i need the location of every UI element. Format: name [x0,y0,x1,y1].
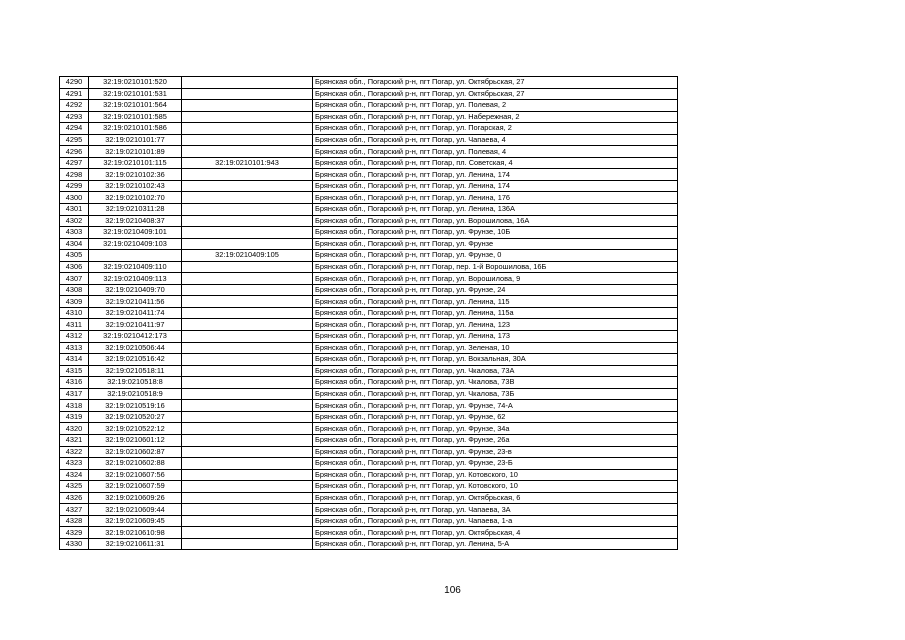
cadastral-number-cell: 32:19:0210409:113 [89,273,182,285]
row-number-cell: 4304 [60,238,89,250]
table-row [60,423,678,435]
address-cell: Брянская обл., Погарский р-н, пгт Погар, ул. Фрунзе, 23-Б [313,458,678,470]
related-cadastral-number-cell [182,227,313,239]
address-cell: Брянская обл., Погарский р-н, пгт Погар, ул. Фрунзе, 26а [313,434,678,446]
address-cell: Брянская обл., Погарский р-н, пгт Погар, ул. Октябрьская, 27 [313,77,678,89]
cadastral-number-cell: 32:19:0210101:585 [89,111,182,123]
cadastral-number-cell: 32:19:0210607:59 [89,481,182,493]
table-row [60,331,678,343]
related-cadastral-number-cell [182,458,313,470]
address-cell: Брянская обл., Погарский р-н, пгт Погар, ул. Ленина, 176 [313,192,678,204]
table-row [60,134,678,146]
cadastral-number-cell: 32:19:0210409:70 [89,284,182,296]
related-cadastral-number-cell [182,111,313,123]
table-row [60,157,678,169]
address-cell: Брянская обл., Погарский р-н, пгт Погар, ул. Набережная, 2 [313,111,678,123]
row-number-cell: 4327 [60,504,89,516]
cadastral-number-cell: 32:19:0210408:37 [89,215,182,227]
table-row [60,204,678,216]
table-row [60,388,678,400]
row-number-cell: 4329 [60,527,89,539]
table-row [60,527,678,539]
address-cell: Брянская обл., Погарский р-н, пгт Погар, ул. Зеленая, 10 [313,342,678,354]
related-cadastral-number-cell: 32:19:0210409:105 [182,250,313,262]
row-number-cell: 4290 [60,77,89,89]
cadastral-number-cell: 32:19:0210602:88 [89,458,182,470]
cadastral-number-cell: 32:19:0210311:28 [89,204,182,216]
related-cadastral-number-cell [182,492,313,504]
cadastral-number-cell: 32:19:0210101:115 [89,157,182,169]
table-row [60,238,678,250]
row-number-cell: 4299 [60,180,89,192]
cadastral-number-cell: 32:19:0210101:531 [89,88,182,100]
cadastral-number-cell: 32:19:0210610:98 [89,527,182,539]
row-number-cell: 4325 [60,481,89,493]
table-row [60,250,678,262]
table-row [60,458,678,470]
row-number-cell: 4311 [60,319,89,331]
table-row [60,180,678,192]
related-cadastral-number-cell [182,273,313,285]
related-cadastral-number-cell [182,238,313,250]
table-row [60,319,678,331]
table-row [60,273,678,285]
address-cell: Брянская обл., Погарский р-н, пгт Погар, ул. Ворошилова, 9 [313,273,678,285]
address-cell: Брянская обл., Погарский р-н, пгт Погар, ул. Ленина, 115 [313,296,678,308]
table-row [60,296,678,308]
related-cadastral-number-cell [182,342,313,354]
table-row [60,492,678,504]
table-row [60,146,678,158]
cadastral-number-cell: 32:19:0210609:45 [89,515,182,527]
row-number-cell: 4328 [60,515,89,527]
address-cell: Брянская обл., Погарский р-н, пгт Погар, ул. Фрунзе, 23-в [313,446,678,458]
row-number-cell: 4291 [60,88,89,100]
address-cell: Брянская обл., Погарский р-н, пгт Погар, ул. Вокзальная, 30А [313,354,678,366]
page-number: 106 [444,585,461,596]
cadastral-number-cell: 32:19:0210601:12 [89,434,182,446]
row-number-cell: 4319 [60,411,89,423]
related-cadastral-number-cell [182,204,313,216]
address-cell: Брянская обл., Погарский р-н, пгт Погар, ул. Ворошилова, 16А [313,215,678,227]
table-row [60,100,678,112]
address-cell: Брянская обл., Погарский р-н, пгт Погар, ул. Чапаева, 4 [313,134,678,146]
row-number-cell: 4314 [60,354,89,366]
table-row [60,111,678,123]
cadastral-number-cell [89,250,182,262]
table-row [60,169,678,181]
cadastral-number-cell: 32:19:0210102:70 [89,192,182,204]
table-row [60,261,678,273]
row-number-cell: 4326 [60,492,89,504]
row-number-cell: 4312 [60,331,89,343]
row-number-cell: 4300 [60,192,89,204]
cadastral-number-cell: 32:19:0210519:16 [89,400,182,412]
row-number-cell: 4305 [60,250,89,262]
table-row [60,446,678,458]
related-cadastral-number-cell [182,307,313,319]
row-number-cell: 4308 [60,284,89,296]
related-cadastral-number-cell [182,469,313,481]
address-cell: Брянская обл., Погарский р-н, пгт Погар, ул. Погарская, 2 [313,123,678,135]
address-cell: Брянская обл., Погарский р-н, пгт Погар, ул. Фрунзе, 0 [313,250,678,262]
address-cell: Брянская обл., Погарский р-н, пгт Погар, ул. Чкалова, 73В [313,377,678,389]
related-cadastral-number-cell [182,134,313,146]
address-cell: Брянская обл., Погарский р-н, пгт Погар, ул. Фрунзе, 34а [313,423,678,435]
row-number-cell: 4315 [60,365,89,377]
related-cadastral-number-cell [182,527,313,539]
address-cell: Брянская обл., Погарский р-н, пгт Погар, ул. Ленина, 123 [313,319,678,331]
related-cadastral-number-cell [182,354,313,366]
row-number-cell: 4306 [60,261,89,273]
related-cadastral-number-cell [182,123,313,135]
table-row [60,192,678,204]
table-row [60,227,678,239]
row-number-cell: 4302 [60,215,89,227]
cadastral-number-cell: 32:19:0210518:9 [89,388,182,400]
address-cell: Брянская обл., Погарский р-н, пгт Погар, ул. Ленина, 136А [313,204,678,216]
cadastral-number-cell: 32:19:0210101:89 [89,146,182,158]
address-cell: Брянская обл., Погарский р-н, пгт Погар, ул. Фрунзе [313,238,678,250]
related-cadastral-number-cell [182,77,313,89]
cadastral-number-cell: 32:19:0210101:520 [89,77,182,89]
address-cell: Брянская обл., Погарский р-н, пгт Погар, пл. Советская, 4 [313,157,678,169]
related-cadastral-number-cell [182,319,313,331]
related-cadastral-number-cell [182,365,313,377]
cadastral-number-cell: 32:19:0210411:97 [89,319,182,331]
table-row [60,481,678,493]
address-cell: Брянская обл., Погарский р-н, пгт Погар, ул. Октябрьская, 6 [313,492,678,504]
cadastral-number-cell: 32:19:0210506:44 [89,342,182,354]
row-number-cell: 4309 [60,296,89,308]
cadastral-number-cell: 32:19:0210411:74 [89,307,182,319]
row-number-cell: 4330 [60,538,89,550]
row-number-cell: 4298 [60,169,89,181]
related-cadastral-number-cell: 32:19:0210101:943 [182,157,313,169]
table-row [60,88,678,100]
row-number-cell: 4310 [60,307,89,319]
cadastral-number-cell: 32:19:0210409:101 [89,227,182,239]
row-number-cell: 4296 [60,146,89,158]
table-row [60,377,678,389]
cadastral-number-cell: 32:19:0210522:12 [89,423,182,435]
related-cadastral-number-cell [182,446,313,458]
table-row [60,77,678,89]
row-number-cell: 4324 [60,469,89,481]
cadastral-number-cell: 32:19:0210409:110 [89,261,182,273]
row-number-cell: 4323 [60,458,89,470]
cadastral-number-cell: 32:19:0210101:77 [89,134,182,146]
related-cadastral-number-cell [182,504,313,516]
related-cadastral-number-cell [182,296,313,308]
cadastral-number-cell: 32:19:0210409:103 [89,238,182,250]
related-cadastral-number-cell [182,331,313,343]
related-cadastral-number-cell [182,88,313,100]
row-number-cell: 4313 [60,342,89,354]
address-cell: Брянская обл., Погарский р-н, пгт Погар, ул. Фрунзе, 24 [313,284,678,296]
table-row [60,504,678,516]
table-row [60,538,678,550]
cadastral-number-cell: 32:19:0210520:27 [89,411,182,423]
related-cadastral-number-cell [182,411,313,423]
cadastral-number-cell: 32:19:0210412:173 [89,331,182,343]
cadastral-number-cell: 32:19:0210102:36 [89,169,182,181]
row-number-cell: 4316 [60,377,89,389]
address-cell: Брянская обл., Погарский р-н, пгт Погар, ул. Ленина, 115а [313,307,678,319]
row-number-cell: 4320 [60,423,89,435]
table-row [60,307,678,319]
cadastral-number-cell: 32:19:0210611:31 [89,538,182,550]
related-cadastral-number-cell [182,481,313,493]
table-row [60,215,678,227]
address-cell: Брянская обл., Погарский р-н, пгт Погар, ул. Ленина, 173 [313,331,678,343]
row-number-cell: 4297 [60,157,89,169]
address-cell: Брянская обл., Погарский р-н, пгт Погар, ул. Ленина, 174 [313,180,678,192]
cadastral-number-cell: 32:19:0210609:26 [89,492,182,504]
address-cell: Брянская обл., Погарский р-н, пгт Погар, ул. Фрунзе, 62 [313,411,678,423]
row-number-cell: 4317 [60,388,89,400]
row-number-cell: 4307 [60,273,89,285]
address-cell: Брянская обл., Погарский р-н, пгт Погар, ул. Полевая, 2 [313,100,678,112]
row-number-cell: 4295 [60,134,89,146]
related-cadastral-number-cell [182,515,313,527]
table-body [60,77,678,550]
table-row [60,342,678,354]
cadastral-number-cell: 32:19:0210102:43 [89,180,182,192]
related-cadastral-number-cell [182,377,313,389]
related-cadastral-number-cell [182,261,313,273]
address-cell: Брянская обл., Погарский р-н, пгт Погар, ул. Чапаева, 1-а [313,515,678,527]
related-cadastral-number-cell [182,538,313,550]
table-row [60,411,678,423]
table-row [60,400,678,412]
address-cell: Брянская обл., Погарский р-н, пгт Погар, ул. Ленина, 174 [313,169,678,181]
address-cell: Брянская обл., Погарский р-н, пгт Погар, ул. Фрунзе, 74-А [313,400,678,412]
row-number-cell: 4318 [60,400,89,412]
cadastral-number-cell: 32:19:0210101:564 [89,100,182,112]
address-cell: Брянская обл., Погарский р-н, пгт Погар, ул. Ленина, 5-А [313,538,678,550]
row-number-cell: 4303 [60,227,89,239]
row-number-cell: 4322 [60,446,89,458]
related-cadastral-number-cell [182,388,313,400]
row-number-cell: 4294 [60,123,89,135]
cadastral-number-cell: 32:19:0210411:56 [89,296,182,308]
related-cadastral-number-cell [182,180,313,192]
related-cadastral-number-cell [182,434,313,446]
table-row [60,354,678,366]
related-cadastral-number-cell [182,192,313,204]
related-cadastral-number-cell [182,400,313,412]
property-table [59,76,678,550]
table-row [60,123,678,135]
table-row [60,365,678,377]
cadastral-number-cell: 32:19:0210602:87 [89,446,182,458]
row-number-cell: 4301 [60,204,89,216]
table-row [60,434,678,446]
table-row [60,469,678,481]
cadastral-number-cell: 32:19:0210518:8 [89,377,182,389]
cadastral-number-cell: 32:19:0210101:586 [89,123,182,135]
related-cadastral-number-cell [182,284,313,296]
address-cell: Брянская обл., Погарский р-н, пгт Погар, ул. Октябрьская, 4 [313,527,678,539]
address-cell: Брянская обл., Погарский р-н, пгт Погар, ул. Октябрьская, 27 [313,88,678,100]
related-cadastral-number-cell [182,423,313,435]
address-cell: Брянская обл., Погарский р-н, пгт Погар, ул. Чкалова, 73Б [313,388,678,400]
cadastral-number-cell: 32:19:0210516:42 [89,354,182,366]
cadastral-number-cell: 32:19:0210607:56 [89,469,182,481]
row-number-cell: 4292 [60,100,89,112]
row-number-cell: 4321 [60,434,89,446]
address-cell: Брянская обл., Погарский р-н, пгт Погар, ул. Котовского, 10 [313,481,678,493]
table-row [60,515,678,527]
table-row [60,284,678,296]
address-cell: Брянская обл., Погарский р-н, пгт Погар, ул. Чкалова, 73А [313,365,678,377]
address-cell: Брянская обл., Погарский р-н, пгт Погар, ул. Фрунзе, 10Б [313,227,678,239]
address-cell: Брянская обл., Погарский р-н, пгт Погар, ул. Котовского, 10 [313,469,678,481]
related-cadastral-number-cell [182,100,313,112]
related-cadastral-number-cell [182,215,313,227]
address-cell: Брянская обл., Погарский р-н, пгт Погар, ул. Чапаева, 3А [313,504,678,516]
address-cell: Брянская обл., Погарский р-н, пгт Погар, ул. Полевая, 4 [313,146,678,158]
cadastral-number-cell: 32:19:0210609:44 [89,504,182,516]
address-cell: Брянская обл., Погарский р-н, пгт Погар, пер. 1-й Ворошилова, 16Б [313,261,678,273]
row-number-cell: 4293 [60,111,89,123]
cadastral-number-cell: 32:19:0210518:11 [89,365,182,377]
related-cadastral-number-cell [182,146,313,158]
related-cadastral-number-cell [182,169,313,181]
